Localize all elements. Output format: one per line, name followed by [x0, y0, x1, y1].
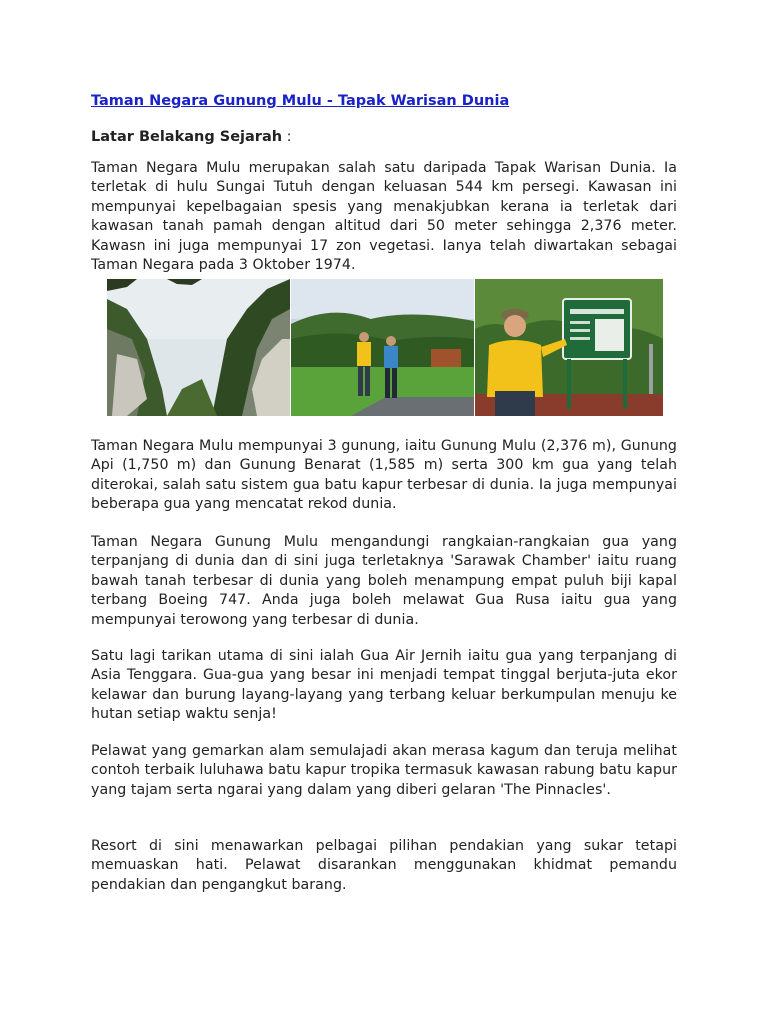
section-heading-text: Latar Belakang Sejarah [91, 129, 283, 145]
paragraph-4: Satu lagi tarikan utama di sini ialah Gua Air Jernih iaitu gua yang terpanjang di Asia Tenggara. Gua-gua yang besar ini menjadi tempat tinggal berjuta-juta ekor kelawar dan burung layang-layang yang terbang keluar berkumpulan menuju ke hutan setiap waktu senja! [91, 648, 677, 723]
man-with-signboard-photo [475, 279, 663, 416]
section-heading [91, 128, 677, 146]
section-heading-suffix: : [282, 129, 292, 145]
limestone-gorge-photo [107, 279, 290, 416]
visitors-on-lawn-photo [291, 279, 474, 416]
document-page [91, 92, 677, 893]
photo-strip [107, 279, 663, 416]
paragraph-3: Taman Negara Gunung Mulu mengandungi rangkaian-rangkaian gua yang terpanjang di dunia dan di sini juga terletaknya 'Sarawak Chamber' iaitu ruang bawah tanah terbesar di dunia yang boleh menampung empat puluh biji kapal terbang Boeing 747. Anda juga boleh melawat Gua Rusa iaitu gua yang mempunyai terowong yang terbesar di dunia. [91, 534, 677, 628]
paragraph-5: Pelawat yang gemarkan alam semulajadi akan merasa kagum dan teruja melihat contoh terbaik luluhawa batu kapur tropika termasuk kawasan rabung batu kapur yang tajam serta ngarai yang dalam yang diberi gelaran 'The Pinnacles'. [91, 743, 677, 798]
document-title-link[interactable]: Taman Negara Gunung Mulu - Tapak Warisan Dunia [91, 93, 510, 109]
paragraph-2: Taman Negara Mulu mempunyai 3 gunung, iaitu Gunung Mulu (2,376 m), Gunung Api (1,750 m) dan Gunung Benarat (1,585 m) serta 300 km gua yang telah diterokai, salah satu sistem gua batu kapur terbesar di dunia. Ia juga mempunyai beberapa gua yang mencatat rekod dunia. [91, 438, 677, 513]
paragraph-1: Taman Negara Mulu merupakan salah satu daripada Tapak Warisan Dunia. Ia terletak di hulu Sungai Tutuh dengan keluasan 544 km persegi. Kawasan ini mempunyai kepelbagaian spesis yang menakjubkan kerana ia terletak dari kawasan tanah pamah dengan altitud dari 50 meter sehingga 2,376 meter. Kawasn ini juga mempunyai 17 zon vegetasi. Ianya telah diwartakan sebagai Taman Negara pada 3 Oktober 1974. [91, 160, 677, 274]
paragraph-6: Resort di sini menawarkan pelbagai pilihan pendakian yang sukar tetapi memuaskan hati. Pelawat disarankan menggunakan khidmat pemandu pendakian dan pengangkut barang. [91, 838, 677, 893]
